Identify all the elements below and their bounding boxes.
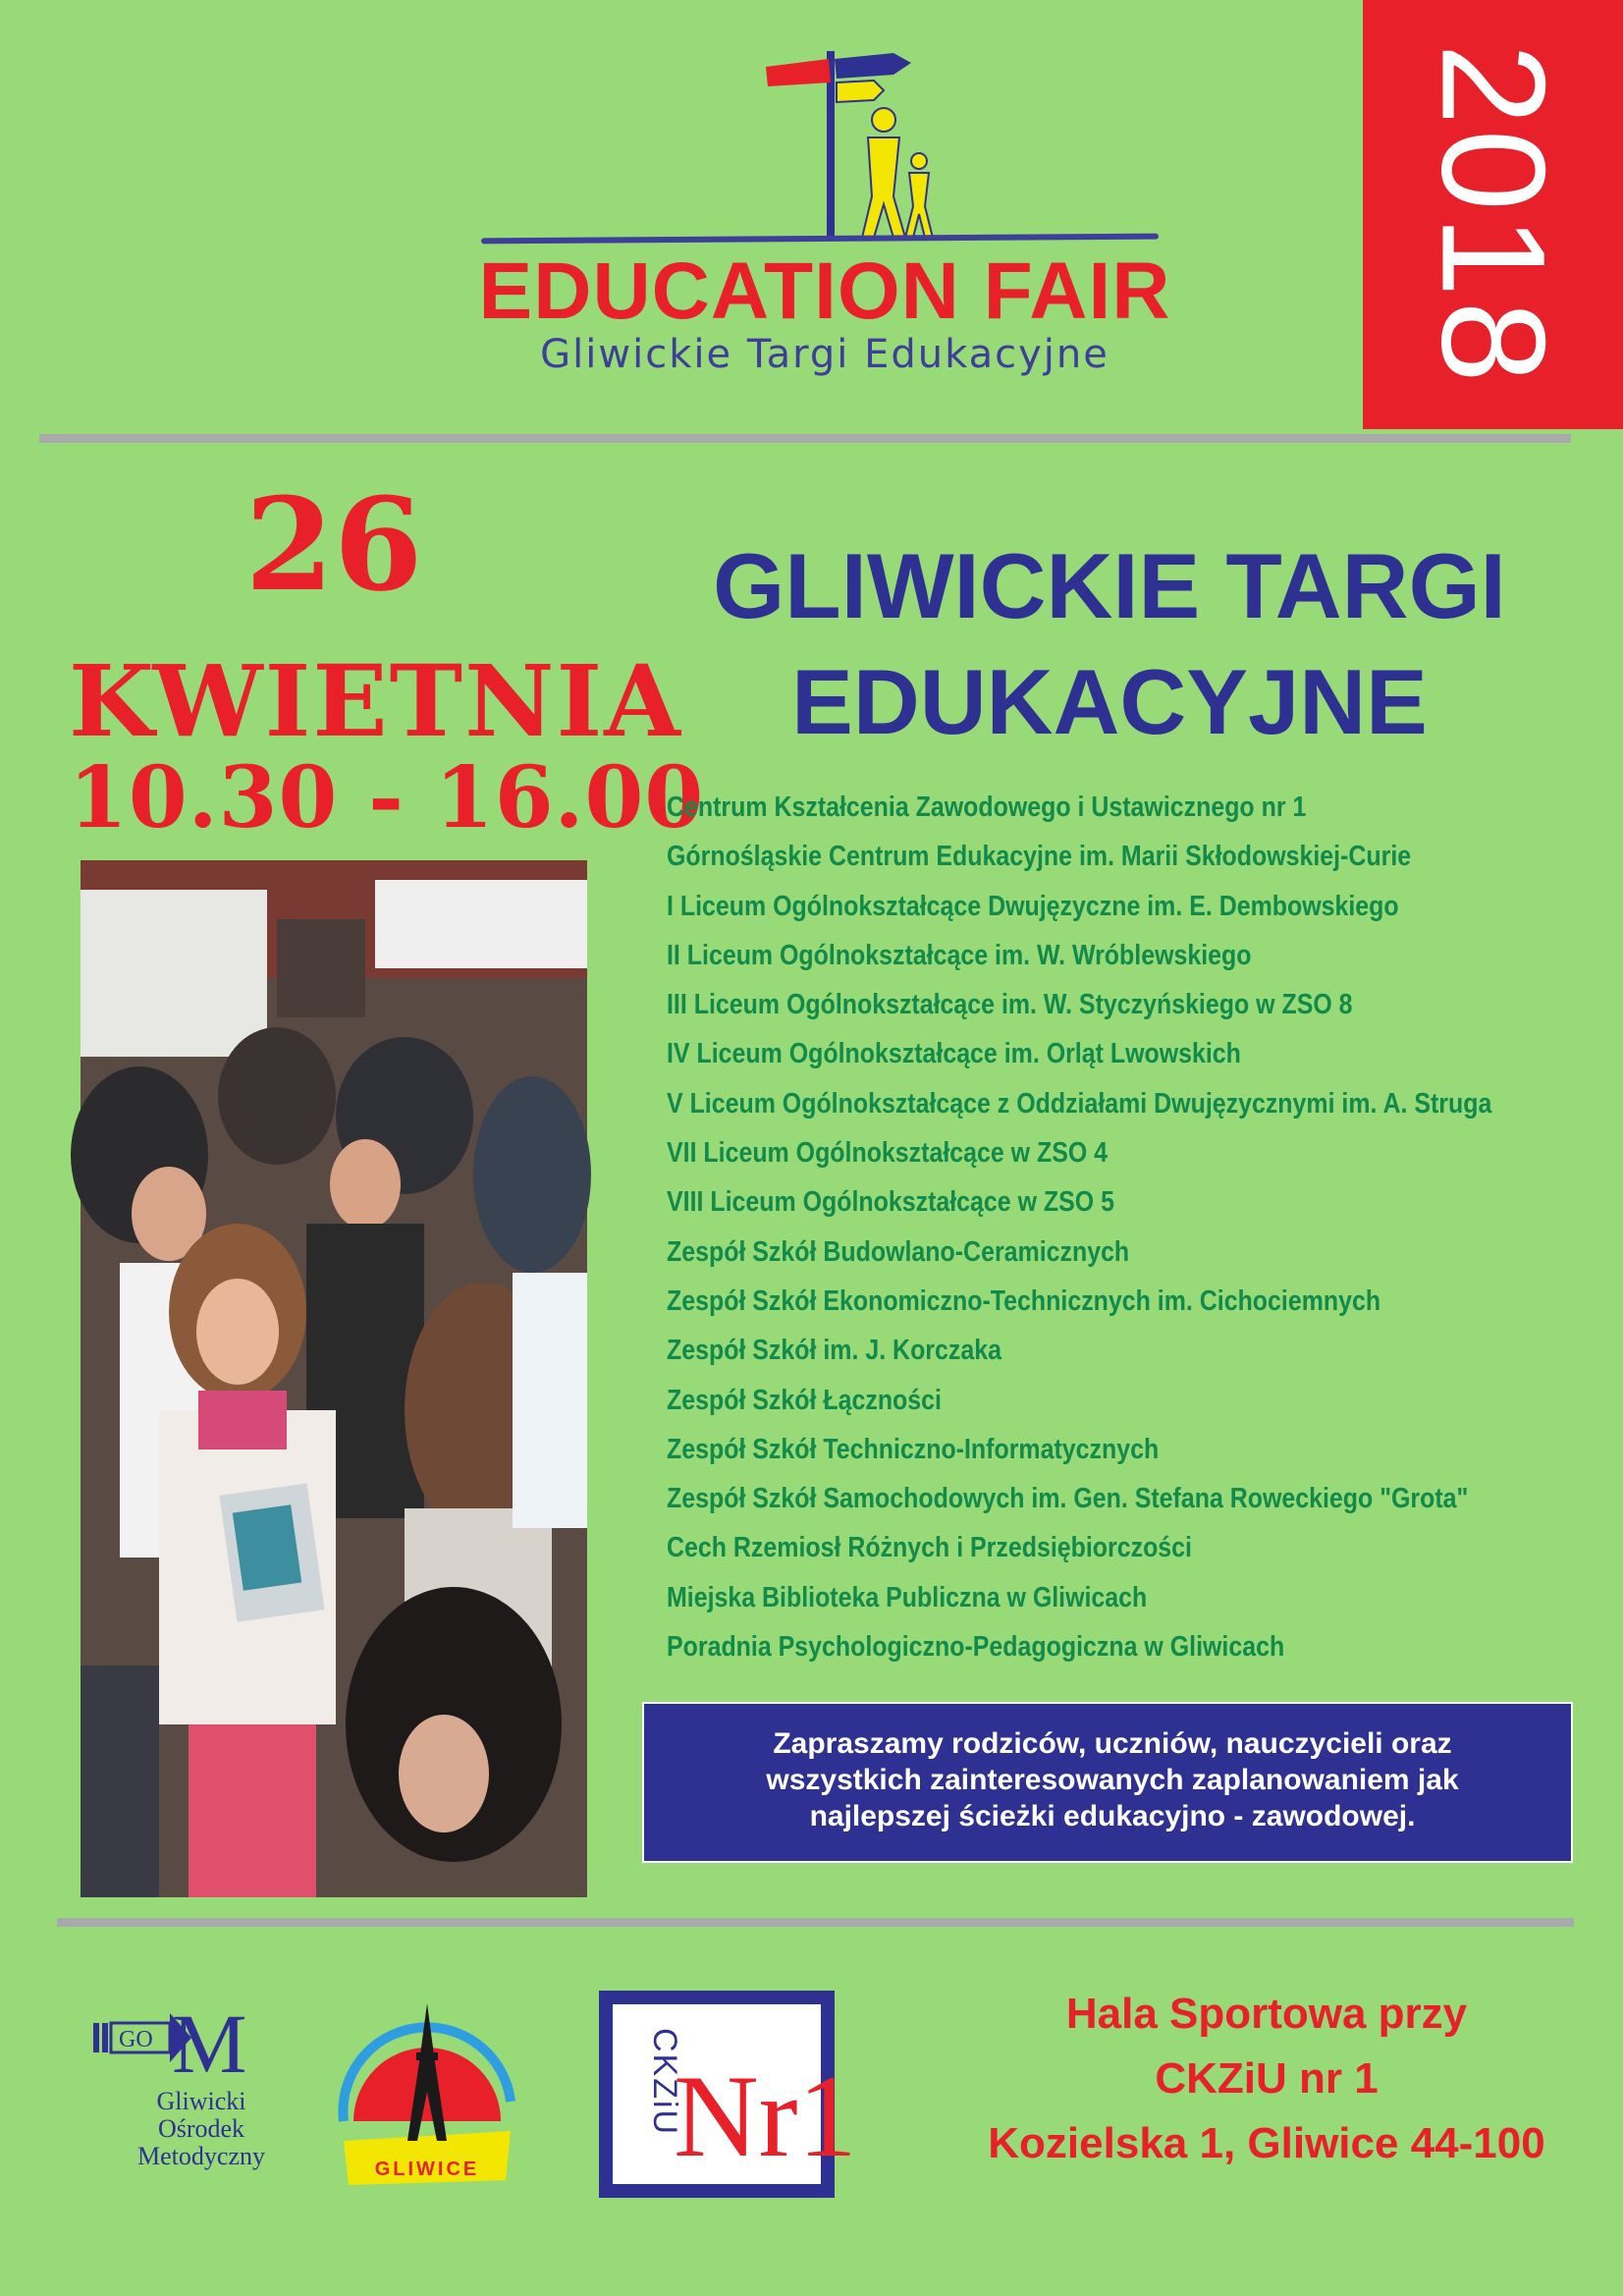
list-item: Górnośląskie Centrum Edukacyjne im. Marii Skłodowskiej-Curie <box>667 841 1412 873</box>
signpost-family-logo-icon <box>746 29 943 246</box>
event-day: 26 <box>244 469 423 620</box>
invitation-line-2: wszystkich zainteresowanych zaplanowaniem jak <box>766 1764 1459 1796</box>
list-item: Zespół Szkół Budowlano-Ceramicznych <box>667 1235 1130 1268</box>
list-item: Centrum Kształcenia Zawodowego i Ustawicznego nr 1 <box>667 792 1307 823</box>
list-item: VII Liceum Ogólnokształcące w ZSO 4 <box>667 1137 1109 1170</box>
logo-title: EDUCATION FAIR <box>478 246 1171 336</box>
list-item: Poradnia Psychologiczno-Pedagogiczna w Gliwicach <box>667 1631 1285 1664</box>
headline-line-1: GLIWICKIE TARGI <box>713 534 1506 637</box>
ckziu-logo-icon <box>597 1989 857 2200</box>
headline <box>628 528 1591 760</box>
address-line-1: Hala Sportowa przy <box>1065 1990 1468 2038</box>
list-item: V Liceum Ogólnokształcące z Oddziałami Dwujęzycznymi im. A. Struga <box>667 1087 1492 1120</box>
event-hours: 10.30 - 16.00 <box>69 748 705 847</box>
list-item: Zespół Szkół Samochodowych im. Gen. Stefana Roweckiego "Grota" <box>667 1483 1469 1515</box>
gliwice-label: GLIWICE <box>374 2159 480 2180</box>
list-item: II Liceum Ogólnokształcące im. W. Wróblewskiego <box>667 939 1252 971</box>
event-month: KWIETNIA <box>69 643 682 759</box>
ckziu-vertical-label: CKZiU <box>646 2028 683 2137</box>
logo-subtitle: Gliwickie Targi Edukacyjne <box>540 332 1109 377</box>
fair-crowd-photo <box>81 860 587 1897</box>
year-banner <box>1363 0 1623 429</box>
list-item: Cech Rzemiosł Różnych i Przedsiębiorczości <box>667 1532 1192 1564</box>
address-line-3: Kozielska 1, Gliwice 44-100 <box>988 2119 1545 2167</box>
gom-line-1: Gliwicki <box>156 2087 246 2115</box>
list-item: I Liceum Ogólnokształcące Dwujęzyczne im. E. Dembowskiego <box>667 890 1399 922</box>
list-item: Zespół Szkół Łączności <box>667 1384 942 1416</box>
gom-mark: GO <box>119 2027 153 2052</box>
school-list <box>667 783 1609 1671</box>
gliwice-city-logo-icon <box>334 1994 520 2190</box>
list-item: Zespół Szkół Ekonomiczno-Technicznych im. Cichociemnych <box>667 1285 1381 1317</box>
gom-line-3: Metodyczny <box>137 2142 265 2170</box>
gom-logo-icon <box>93 1994 290 2180</box>
year-label: 2018 <box>1411 42 1576 387</box>
list-item: III Liceum Ogólnokształcące im. W. Styczyńskiego w ZSO 8 <box>667 989 1353 1021</box>
ckziu-number: Nr1 <box>674 2050 857 2181</box>
address-line-2: CKZiU nr 1 <box>1155 2054 1379 2103</box>
gom-letter: M <box>172 1996 247 2091</box>
invitation-text <box>674 1725 1551 1834</box>
invitation-line-1: Zapraszamy rodziców, uczniów, nauczycieli oraz <box>773 1727 1452 1760</box>
invitation-line-3: najlepszej ścieżki edukacyjno - zawodowej. <box>809 1800 1416 1832</box>
divider-top <box>39 434 1571 443</box>
list-item: Miejska Biblioteka Publiczna w Gliwicach <box>667 1581 1148 1613</box>
headline-line-2: EDUKACYJNE <box>791 650 1428 753</box>
list-item: IV Liceum Ogólnokształcące im. Orląt Lwowskich <box>667 1038 1241 1070</box>
list-item: VIII Liceum Ogólnokształcące w ZSO 5 <box>667 1186 1114 1219</box>
gom-line-2: Ośrodek <box>157 2114 245 2143</box>
invitation-box <box>642 1702 1573 1863</box>
list-item: Zespół Szkół Techniczno-Informatycznych <box>667 1433 1160 1465</box>
divider-bottom <box>57 1918 1574 1927</box>
list-item: Zespół Szkół im. J. Korczaka <box>667 1335 1001 1367</box>
